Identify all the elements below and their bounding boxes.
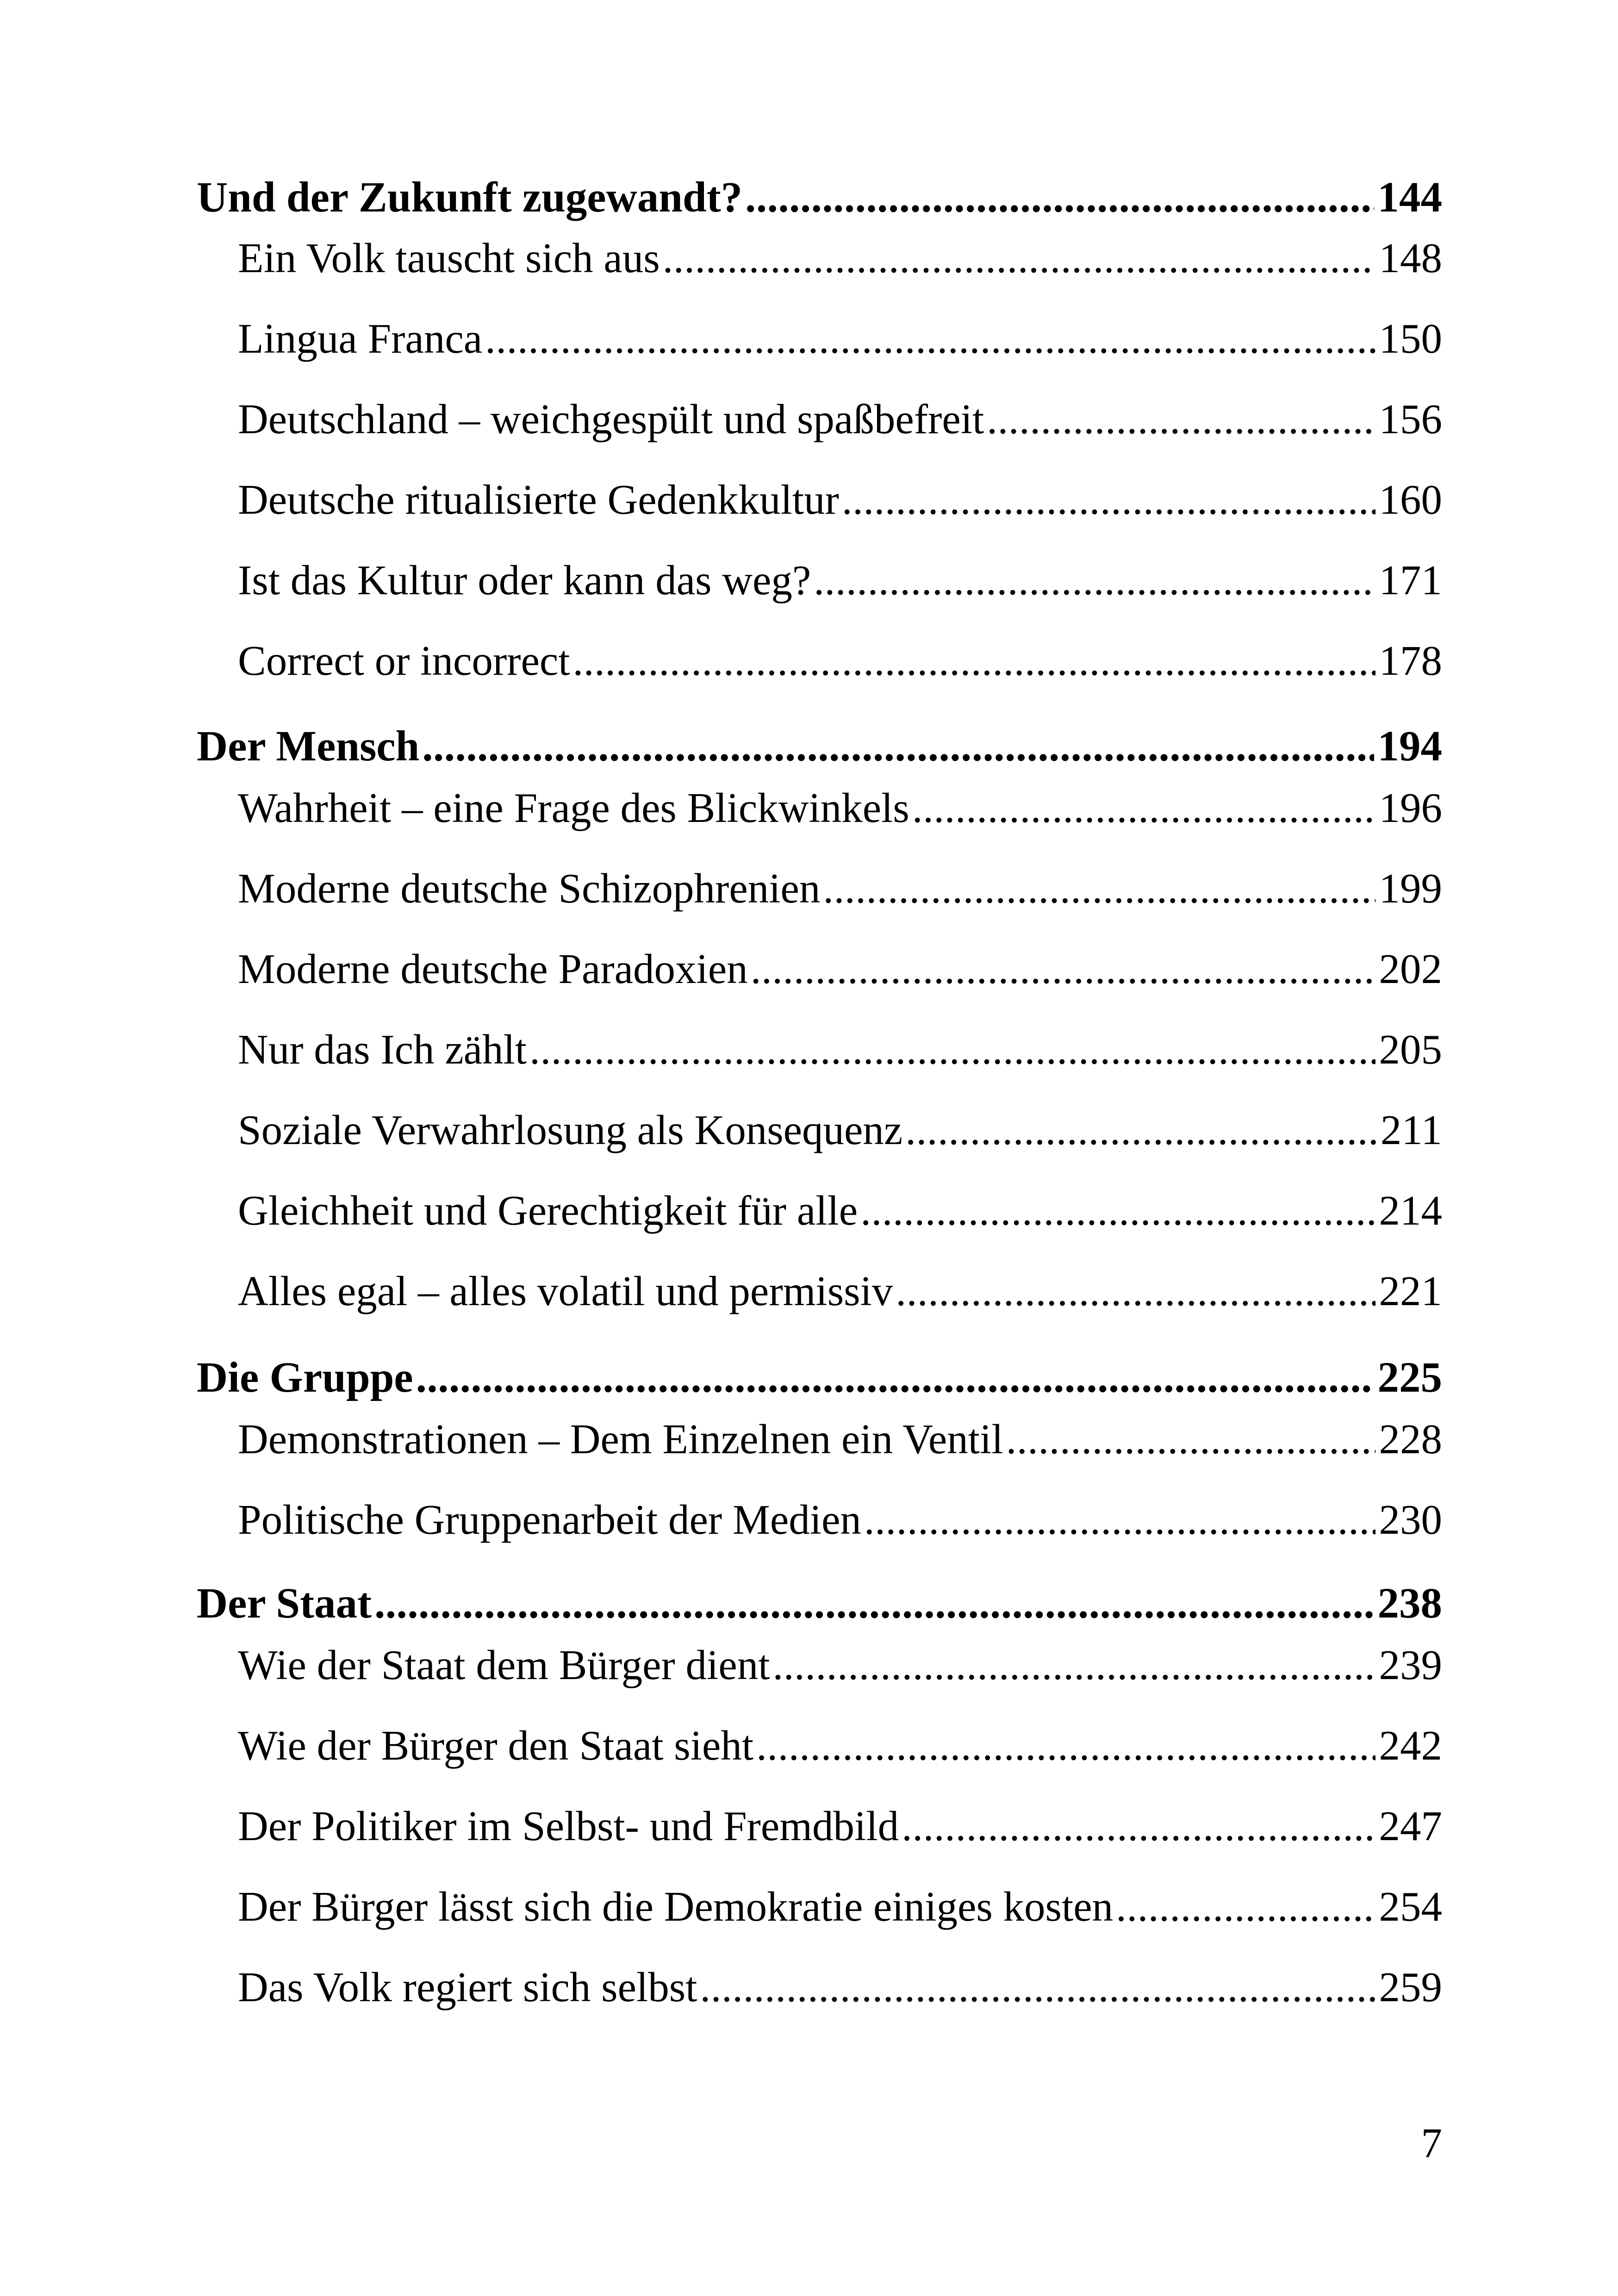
toc-entry-page-number: 254 bbox=[1379, 1883, 1442, 1930]
toc-entry-page-number: 259 bbox=[1379, 1964, 1442, 2010]
toc-entry-page-number: 156 bbox=[1379, 396, 1442, 442]
dot-leader bbox=[860, 1189, 1375, 1232]
toc-entry-page-number: 228 bbox=[1379, 1416, 1442, 1462]
toc-section-entry[interactable] bbox=[238, 317, 1442, 360]
dot-leader bbox=[529, 1028, 1375, 1070]
dot-leader bbox=[573, 640, 1375, 682]
toc-section-entry[interactable] bbox=[238, 637, 1442, 684]
dot-leader bbox=[374, 1582, 1374, 1625]
toc-entry-title: Gleichheit und Gerechtigkeit für alle bbox=[238, 1187, 858, 1234]
toc-section-entry[interactable] bbox=[238, 476, 1442, 523]
dot-leader bbox=[842, 479, 1375, 521]
toc-section-entry[interactable] bbox=[238, 1270, 1442, 1312]
toc-entry-page-number: 221 bbox=[1379, 1268, 1442, 1314]
toc-section-entry[interactable] bbox=[238, 557, 1442, 604]
toc-entry-page-number: 160 bbox=[1379, 476, 1442, 523]
toc-chapter-entry[interactable] bbox=[197, 176, 1442, 219]
toc-section-entry[interactable] bbox=[238, 865, 1442, 912]
toc-entry-page-number: 171 bbox=[1379, 557, 1442, 604]
toc-entry-page-number: 150 bbox=[1379, 315, 1442, 362]
dot-leader bbox=[905, 1109, 1377, 1151]
dot-leader bbox=[896, 1270, 1375, 1312]
toc-entry-title: Das Volk regiert sich selbst bbox=[238, 1964, 697, 2010]
toc-entry-title: Moderne deutsche Schizophrenien bbox=[238, 865, 821, 912]
toc-entry-title: Soziale Verwahrlosung als Konsequenz bbox=[238, 1107, 903, 1153]
toc-entry-title: Demonstrationen – Dem Einzelnen ein Ventil bbox=[238, 1416, 1003, 1462]
dot-leader bbox=[1116, 1885, 1375, 1928]
dot-leader bbox=[422, 725, 1374, 768]
dot-leader bbox=[751, 948, 1375, 990]
toc-entry-title: Und der Zukunft zugewandt? bbox=[197, 174, 743, 221]
toc-section-entry[interactable] bbox=[238, 1026, 1442, 1073]
toc-entry-page-number: 214 bbox=[1379, 1187, 1442, 1234]
toc-section-entry[interactable] bbox=[238, 1966, 1442, 2008]
toc-entry-title: Wie der Staat dem Bürger dient bbox=[238, 1642, 770, 1688]
toc-section-entry[interactable] bbox=[238, 1109, 1442, 1151]
toc-entry-title: Ein Volk tauscht sich aus bbox=[238, 235, 660, 281]
toc-section-entry[interactable] bbox=[238, 1805, 1442, 1847]
toc-entry-page-number: 238 bbox=[1377, 1580, 1442, 1627]
toc-entry-page-number: 199 bbox=[1379, 865, 1442, 912]
toc-entry-title: Der Bürger lässt sich die Demokratie einiges kosten bbox=[238, 1883, 1114, 1930]
toc-chapter-entry[interactable] bbox=[197, 722, 1442, 770]
dot-leader bbox=[416, 1356, 1374, 1399]
toc-entry-page-number: 242 bbox=[1379, 1722, 1442, 1769]
dot-leader bbox=[864, 1499, 1375, 1541]
toc-section-entry[interactable] bbox=[238, 1418, 1442, 1460]
toc-entry-title: Deutschland – weichgespült und spaßbefreit bbox=[238, 396, 984, 442]
toc-entry-title: Correct or incorrect bbox=[238, 637, 570, 684]
toc-entry-page-number: 194 bbox=[1377, 722, 1442, 770]
toc-section-entry[interactable] bbox=[238, 1724, 1442, 1767]
toc-section-entry[interactable] bbox=[238, 1189, 1442, 1232]
page-number: 7 bbox=[1421, 2120, 1442, 2166]
toc-entry-page-number: 211 bbox=[1380, 1107, 1442, 1153]
toc-entry-page-number: 239 bbox=[1379, 1642, 1442, 1688]
toc-entry-title: Lingua Franca bbox=[238, 315, 483, 362]
dot-leader bbox=[987, 398, 1375, 440]
toc-chapter-entry[interactable] bbox=[197, 1582, 1442, 1625]
dot-leader bbox=[1006, 1418, 1375, 1460]
dot-leader bbox=[823, 867, 1375, 909]
toc-entry-title: Alles egal – alles volatil und permissiv bbox=[238, 1268, 893, 1314]
dot-leader bbox=[773, 1644, 1375, 1686]
toc-entry-title: Politische Gruppenarbeit der Medien bbox=[238, 1496, 861, 1543]
dot-leader bbox=[700, 1966, 1375, 2008]
dot-leader bbox=[756, 1724, 1375, 1767]
toc-entry-page-number: 205 bbox=[1379, 1026, 1442, 1073]
toc-entry-title: Der Staat bbox=[197, 1580, 372, 1627]
toc-section-entry[interactable] bbox=[238, 784, 1442, 831]
toc-entry-page-number: 247 bbox=[1379, 1803, 1442, 1849]
toc-entry-page-number: 230 bbox=[1379, 1496, 1442, 1543]
toc-entry-title: Wie der Bürger den Staat sieht bbox=[238, 1722, 754, 1769]
toc-section-entry[interactable] bbox=[238, 948, 1442, 990]
dot-leader bbox=[902, 1805, 1375, 1847]
toc-section-entry[interactable] bbox=[238, 237, 1442, 279]
toc-section-entry[interactable] bbox=[238, 398, 1442, 440]
toc-entry-page-number: 225 bbox=[1377, 1354, 1442, 1401]
toc-section-entry[interactable] bbox=[238, 1496, 1442, 1543]
toc-entry-title: Der Mensch bbox=[197, 722, 420, 770]
dot-leader bbox=[663, 237, 1375, 279]
toc-entry-title: Wahrheit – eine Frage des Blickwinkels bbox=[238, 784, 909, 831]
toc-entry-title: Deutsche ritualisierte Gedenkkultur bbox=[238, 476, 839, 523]
toc-chapter-entry[interactable] bbox=[197, 1356, 1442, 1399]
toc-entry-title: Nur das Ich zählt bbox=[238, 1026, 527, 1073]
toc-entry-title: Der Politiker im Selbst- und Fremdbild bbox=[238, 1803, 899, 1849]
dot-leader bbox=[912, 787, 1375, 829]
toc-section-entry[interactable] bbox=[238, 1885, 1442, 1928]
dot-leader bbox=[485, 317, 1375, 360]
toc-entry-page-number: 202 bbox=[1379, 946, 1442, 992]
toc-entry-title: Die Gruppe bbox=[197, 1354, 413, 1401]
toc-entry-page-number: 178 bbox=[1379, 637, 1442, 684]
toc-entry-title: Moderne deutsche Paradoxien bbox=[238, 946, 748, 992]
toc-entry-title: Ist das Kultur oder kann das weg? bbox=[238, 557, 811, 604]
toc-section-entry[interactable] bbox=[238, 1644, 1442, 1686]
toc-entry-page-number: 148 bbox=[1379, 235, 1442, 281]
toc-entry-page-number: 196 bbox=[1379, 784, 1442, 831]
dot-leader bbox=[814, 559, 1375, 601]
toc-entry-page-number: 144 bbox=[1377, 174, 1442, 221]
dot-leader bbox=[745, 176, 1374, 219]
